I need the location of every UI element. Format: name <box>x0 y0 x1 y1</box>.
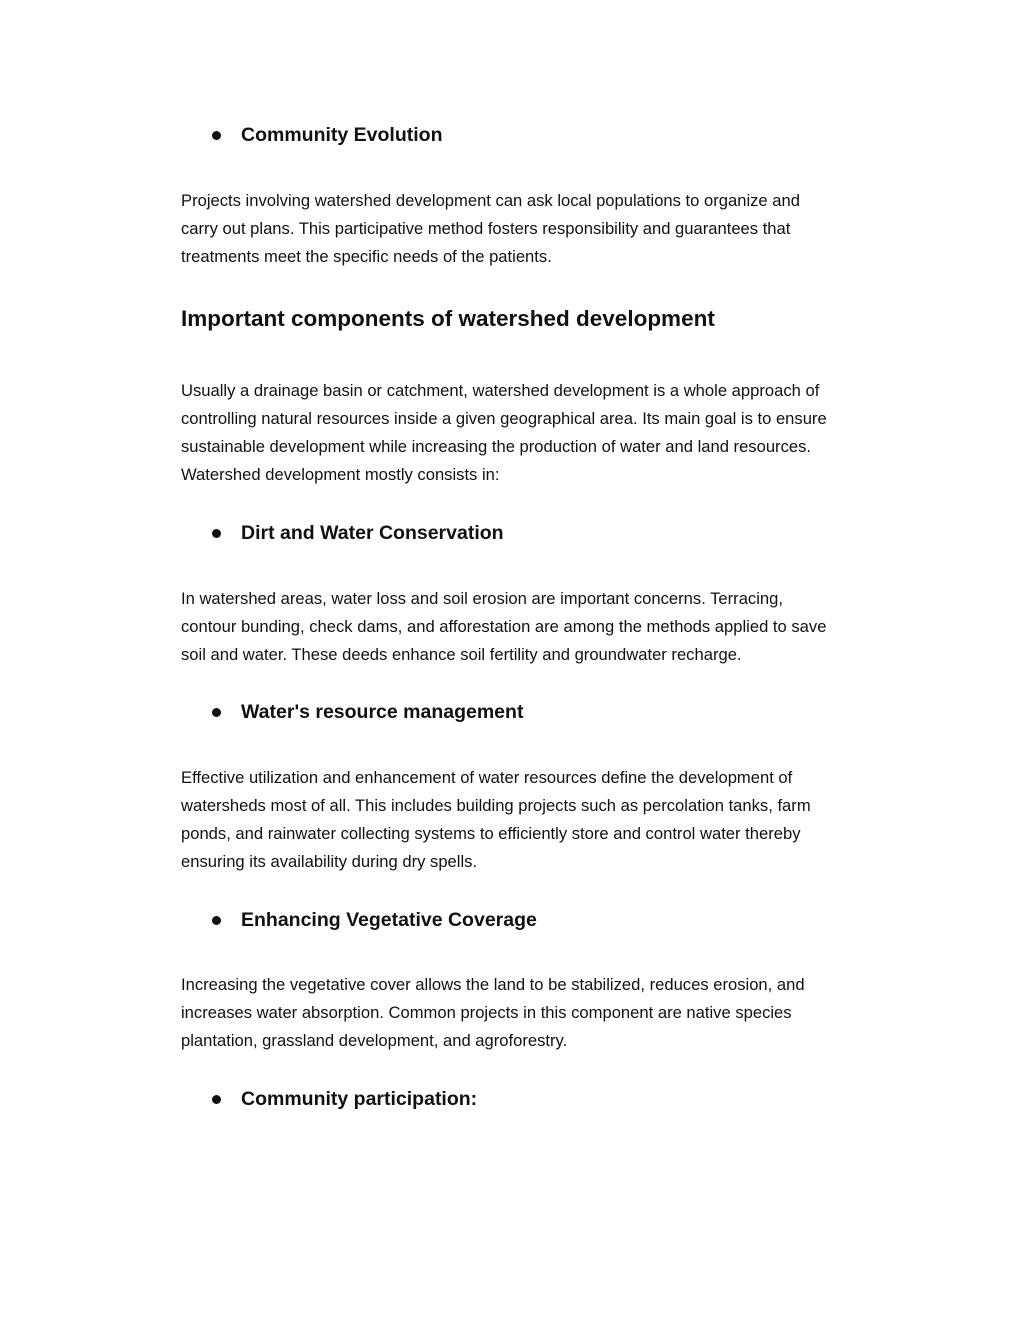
paragraph-line: Projects involving watershed development can ask local populations to organize and <box>181 191 800 210</box>
paragraph-line: sustainable development while increasing the production of water and land resources. <box>181 437 812 456</box>
paragraph-line: increases water absorption. Common projects in this component are native species <box>181 1003 792 1022</box>
bullet-heading-text: Water's resource management <box>241 700 524 723</box>
bullet-heading-dirt-water-conservation <box>181 518 906 548</box>
paragraph-water-resource-management <box>181 764 906 876</box>
bullet-dot-icon <box>212 529 221 538</box>
paragraph-line: soil and water. These deeds enhance soil fertility and groundwater recharge. <box>181 645 742 664</box>
bullet-heading-community-evolution <box>181 120 906 150</box>
bullet-dot-icon <box>212 1095 221 1104</box>
paragraph-dirt-water-conservation <box>181 585 906 669</box>
paragraph-line: contour bunding, check dams, and afforestation are among the methods applied to save <box>181 617 827 636</box>
bullet-heading-text: Community participation: <box>241 1087 478 1110</box>
bullet-heading-text: Dirt and Water Conservation <box>241 521 504 544</box>
bullet-heading-text: Enhancing Vegetative Coverage <box>241 908 537 931</box>
bullet-dot-icon <box>212 708 221 717</box>
paragraph-line: watersheds most of all. This includes building projects such as percolation tanks, farm <box>181 796 811 815</box>
paragraph-line: Usually a drainage basin or catchment, watershed development is a whole approach of <box>181 381 820 400</box>
section-heading: Important components of watershed development <box>181 306 715 331</box>
bullet-heading-text: Community Evolution <box>241 123 443 146</box>
bullet-heading-vegetative-coverage <box>181 905 906 935</box>
bullet-heading-community-participation <box>181 1084 906 1114</box>
paragraph-line: Watershed development mostly consists in: <box>181 465 500 484</box>
bullet-dot-icon <box>212 916 221 925</box>
paragraph-line: ensuring its availability during dry spells. <box>181 852 478 871</box>
paragraph-vegetative-coverage <box>181 971 906 1055</box>
paragraph-line: Increasing the vegetative cover allows the land to be stabilized, reduces erosion, and <box>181 975 805 994</box>
paragraph-line: plantation, grassland development, and agroforestry. <box>181 1031 568 1050</box>
paragraph-line: In watershed areas, water loss and soil erosion are important concerns. Terracing, <box>181 589 783 608</box>
paragraph-line: Effective utilization and enhancement of water resources define the development of <box>181 768 793 787</box>
bullet-dot-icon <box>212 131 221 140</box>
paragraph-intro <box>181 377 906 489</box>
paragraph-line: controlling natural resources inside a given geographical area. Its main goal is to ensure <box>181 409 827 428</box>
paragraph-line: carry out plans. This participative method fosters responsibility and guarantees that <box>181 219 791 238</box>
bullet-heading-water-resource-management <box>181 697 906 727</box>
paragraph-line: treatments meet the specific needs of the patients. <box>181 247 552 266</box>
paragraph-community-evolution <box>181 187 906 271</box>
paragraph-line: ponds, and rainwater collecting systems to efficiently store and control water thereby <box>181 824 801 843</box>
